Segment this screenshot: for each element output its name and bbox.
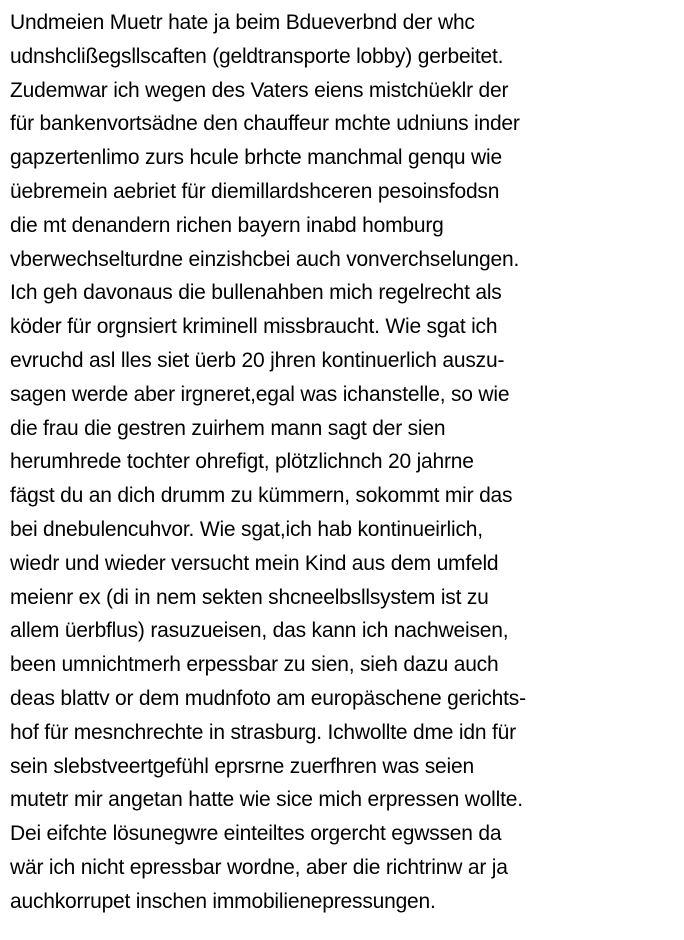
text-line: die frau die gestren zuirhem mann sagt der sien xyxy=(10,416,446,440)
text-line: die mt denandern richen bayern inabd homburg xyxy=(10,213,444,237)
text-line: bei dnebulencuhvor. Wie sgat,ich hab kontinueirlich, xyxy=(10,517,483,541)
text-line: wiedr und wieder versucht mein Kind aus dem umfeld xyxy=(10,551,499,575)
text-line: sagen werde aber irgneret,egal was ichanstelle, so wie xyxy=(10,382,510,406)
text-line: gapzertenlimo zurs hcule brhcte manchmal genqu wie xyxy=(10,146,502,170)
text-line: hof für mesnchrechte in strasburg. Ichwollte dme idn für xyxy=(10,720,516,744)
text-line: Dei eifchte lösunegwre einteiltes orgercht egwssen da xyxy=(10,822,502,846)
text-line: evruchd asl lles siet üerb 20 jhren kontinuerlich auszu- xyxy=(10,348,505,372)
text-line: been umnichtmerh erpessbar zu sien, sieh dazu auch xyxy=(10,653,499,677)
text-line: sein slebstveertgefühl eprsrne zuerfhren was seien xyxy=(10,754,474,778)
text-line: mutetr mir angetan hatte wie sice mich erpressen wollte. xyxy=(10,788,523,812)
text-line: Ich geh davonaus die bullenahben mich regelrecht als xyxy=(10,281,502,305)
text-line: wär ich nicht epressbar wordne, aber die richtrinw ar ja xyxy=(10,855,508,879)
text-line: deas blattv or dem mudnfoto am europäschene gerichts- xyxy=(10,686,526,710)
text-line: Undmeien Muetr hate ja beim Bdueverbnd der whc xyxy=(10,11,475,34)
text-line: üebremein aebriet für diemillardshceren pesoinsfodsn xyxy=(10,179,500,203)
text-line: meienr ex (di in nem sekten shcneelbsllsystem ist zu xyxy=(10,585,489,609)
text-line: herumhrede tochter ohrefigt, plötzlichnch 20 jahrne xyxy=(10,450,474,474)
text-line: Zudemwar ich wegen des Vaters eiens mistchüeklr der xyxy=(10,78,509,102)
text-line: udnshclißegsllscaften (geldtransporte lobby) gerbeitet. xyxy=(10,44,504,68)
body-text xyxy=(10,6,678,919)
text-line: fägst du an dich drumm zu kümmern, sokommt mir das xyxy=(10,484,513,508)
text-line: auchkorrupet inschen immobilienepressungen. xyxy=(10,889,436,913)
text-line: für bankenvortsädne den chauffeur mchte udniuns inder xyxy=(10,112,520,136)
text-line: vberwechselturdne einzishcbei auch vonverchselungen. xyxy=(10,247,520,271)
text-line: köder für orgnsiert kriminell missbraucht. Wie sgat ich xyxy=(10,315,498,339)
text-line: allem üerbflus) rasuzueisen, das kann ich nachweisen, xyxy=(10,619,509,643)
